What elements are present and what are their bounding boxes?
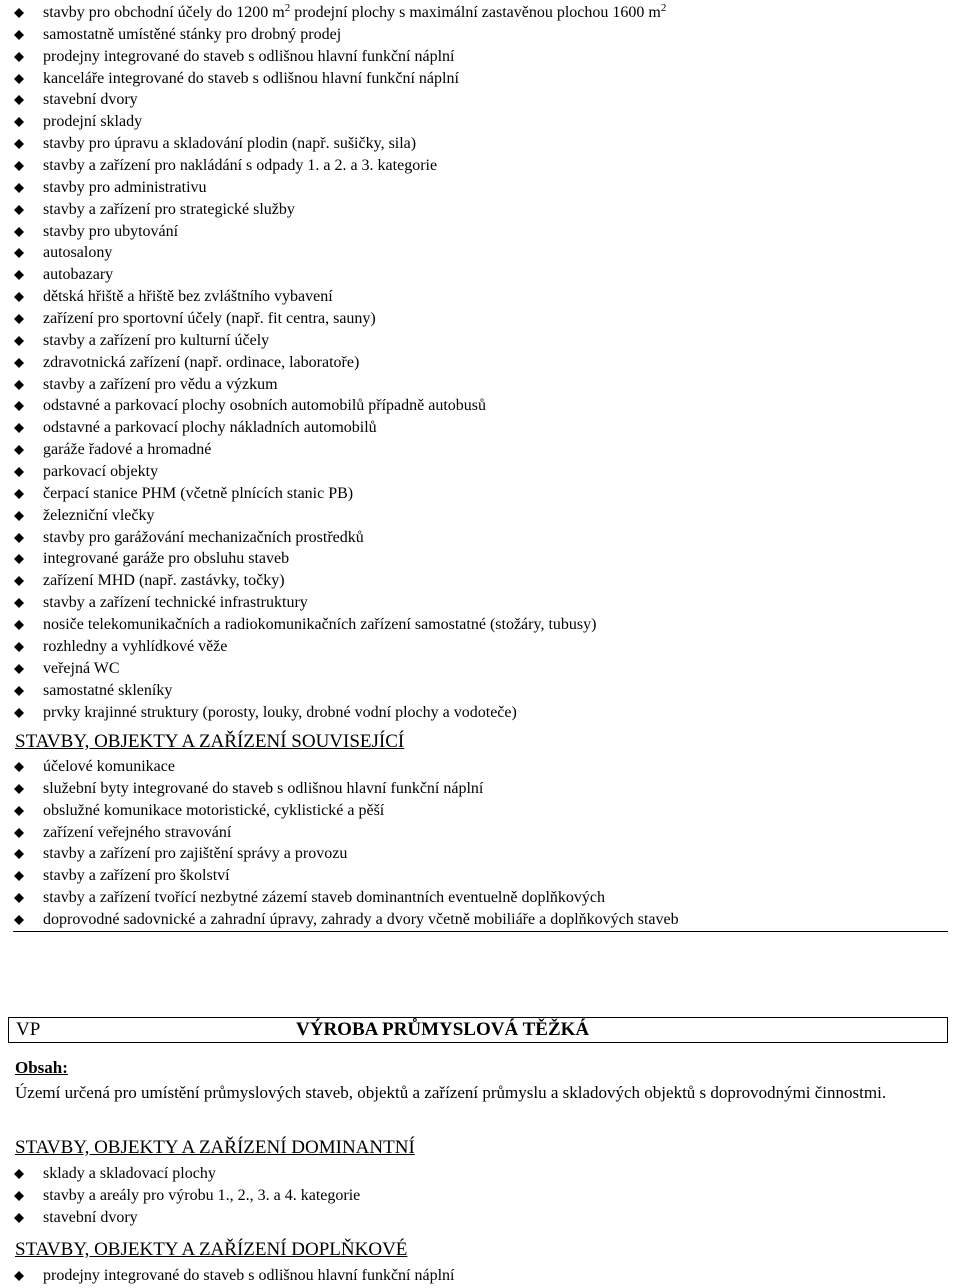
diamond-bullet-icon xyxy=(13,199,25,221)
supplementary-use-list xyxy=(0,1265,454,1287)
list-item xyxy=(0,1185,360,1207)
list-item xyxy=(0,286,666,308)
diamond-bullet-icon xyxy=(13,680,25,702)
diamond-bullet-icon xyxy=(13,308,25,330)
diamond-bullet-icon xyxy=(13,1185,25,1207)
item-text: stavby a zařízení pro zajištění správy a provozu xyxy=(43,845,348,863)
list-item xyxy=(0,221,666,243)
item-text: stavby a areály pro výrobu 1., 2., 3. a 4. kategorie xyxy=(43,1186,361,1204)
item-text: stavební dvory xyxy=(43,1208,138,1226)
list-item xyxy=(0,308,666,330)
list-item xyxy=(0,887,679,909)
diamond-bullet-icon xyxy=(13,800,25,822)
item-text: sklady a skladovací plochy xyxy=(43,1165,216,1182)
list-item xyxy=(0,548,666,570)
diamond-bullet-icon xyxy=(13,636,25,658)
item-text: prodejny integrované do staveb s odlišnou hlavní funkční náplní xyxy=(43,1267,455,1284)
list-item xyxy=(0,822,679,844)
diamond-bullet-icon xyxy=(13,242,25,264)
list-item xyxy=(0,395,666,417)
dominant-use-list xyxy=(0,1163,360,1229)
diamond-bullet-icon xyxy=(13,1163,25,1185)
item-text: integrované garáže pro obsluhu staveb xyxy=(43,550,290,568)
superscript: 2 xyxy=(660,2,667,14)
item-text: stavby pro garážování mechanizačních prostředků xyxy=(43,528,364,546)
list-item xyxy=(0,242,666,264)
list-item xyxy=(0,505,666,527)
item-text: stavby pro ubytování xyxy=(43,222,179,240)
diamond-bullet-icon xyxy=(13,570,25,592)
item-text: doprovodné sadovnické a zahradní úpravy, zahrady a dvory včetně mobiliáře a doplňkových staveb xyxy=(43,911,679,929)
diamond-bullet-icon xyxy=(13,439,25,461)
list-item xyxy=(0,570,666,592)
list-item xyxy=(0,658,666,680)
diamond-bullet-icon xyxy=(13,395,25,417)
item-text: stavby pro administrativu xyxy=(43,178,207,196)
item-text: autobazary xyxy=(43,266,114,284)
diamond-bullet-icon xyxy=(13,778,25,800)
list-item xyxy=(0,2,666,24)
list-item xyxy=(0,1265,454,1287)
list-item xyxy=(0,909,679,931)
diamond-bullet-icon xyxy=(13,89,25,111)
list-item xyxy=(0,24,666,46)
item-text: stavby pro obchodní účely do 1200 m xyxy=(43,4,285,21)
superscript: 2 xyxy=(284,2,291,14)
diamond-bullet-icon xyxy=(13,330,25,352)
item-text: prvky krajinné struktury (porosty, louky, drobné vodní plochy a vodoteče) xyxy=(43,703,517,721)
item-text: samostatné skleníky xyxy=(43,681,173,699)
diamond-bullet-icon xyxy=(13,46,25,68)
diamond-bullet-icon xyxy=(13,1207,25,1229)
diamond-bullet-icon xyxy=(13,909,25,931)
item-text: stavby a zařízení tvořící nezbytné zázemí staveb dominantních eventuelně doplňkových xyxy=(43,889,606,907)
item-text: stavby a zařízení technické infrastruktury xyxy=(43,594,308,612)
section-divider xyxy=(13,931,948,932)
item-text: prodejní plochy s maximální zastavěnou plochou 1600 m xyxy=(290,4,661,21)
diamond-bullet-icon xyxy=(13,461,25,483)
diamond-bullet-icon xyxy=(13,658,25,680)
obsah-text: Území určená pro umístění průmyslových staveb, objektů a zařízení průmyslu a skladových objektů s doprovodnými činnostmi. xyxy=(15,1083,887,1102)
list-item xyxy=(0,352,666,374)
item-text: čerpací stanice PHM (včetně plnících stanic PB) xyxy=(43,484,354,502)
section-heading-doplnkove: STAVBY, OBJEKTY A ZAŘÍZENÍ DOPLŇKOVÉ xyxy=(15,1239,408,1260)
list-item xyxy=(0,374,666,396)
list-item xyxy=(0,89,666,111)
list-item xyxy=(0,177,666,199)
item-text: dětská hřiště a hřiště bez zvláštního vybavení xyxy=(43,288,333,306)
item-text: kanceláře integrované do staveb s odlišnou hlavní funkční náplní xyxy=(43,69,459,87)
diamond-bullet-icon xyxy=(13,505,25,527)
diamond-bullet-icon xyxy=(13,2,25,24)
zone-title: VÝROBA PRŮMYSLOVÁ TĚŽKÁ xyxy=(296,1019,590,1040)
diamond-bullet-icon xyxy=(13,286,25,308)
item-text: zařízení MHD (např. zastávky, točky) xyxy=(43,572,285,590)
diamond-bullet-icon xyxy=(13,24,25,46)
diamond-bullet-icon xyxy=(13,843,25,865)
zone-header-box xyxy=(8,1017,948,1043)
list-item xyxy=(0,439,666,461)
diamond-bullet-icon xyxy=(13,133,25,155)
list-item xyxy=(0,778,679,800)
item-text: železniční vlečky xyxy=(43,506,155,524)
list-item xyxy=(0,417,666,439)
diamond-bullet-icon xyxy=(13,756,25,778)
list-item xyxy=(0,155,666,177)
diamond-bullet-icon xyxy=(13,352,25,374)
item-text: veřejná WC xyxy=(43,659,120,677)
item-text: rozhledny a vyhlídkové věže xyxy=(43,637,228,655)
obsah-label: Obsah: xyxy=(15,1058,68,1077)
item-text: garáže řadové a hromadné xyxy=(43,441,212,459)
diamond-bullet-icon xyxy=(13,702,25,724)
diamond-bullet-icon xyxy=(13,865,25,887)
diamond-bullet-icon xyxy=(13,527,25,549)
zone-code: VP xyxy=(16,1019,41,1040)
diamond-bullet-icon xyxy=(13,548,25,570)
item-text: nosiče telekomunikačních a radiokomunikačních zařízení samostatné (stožáry, tubusy) xyxy=(43,616,597,634)
diamond-bullet-icon xyxy=(13,111,25,133)
item-text: zařízení pro sportovní účely (např. fit centra, sauny) xyxy=(43,310,376,328)
list-item xyxy=(0,199,666,221)
item-text: autosalony xyxy=(43,244,113,262)
item-text: odstavné a parkovací plochy osobních automobilů případně autobusů xyxy=(43,397,487,415)
list-item xyxy=(0,46,666,68)
diamond-bullet-icon xyxy=(13,483,25,505)
list-item xyxy=(0,702,666,724)
item-text: parkovací objekty xyxy=(43,463,159,481)
item-text: stavby a zařízení pro strategické služby xyxy=(43,200,295,218)
diamond-bullet-icon xyxy=(13,417,25,439)
item-text: zařízení veřejného stravování xyxy=(43,823,232,841)
item-text: stavby a zařízení pro kulturní účely xyxy=(43,331,270,349)
list-item xyxy=(0,843,679,865)
diamond-bullet-icon xyxy=(13,374,25,396)
item-text: stavby a zařízení pro nakládání s odpady 1. a 2. a 3. kategorie xyxy=(43,157,438,175)
diamond-bullet-icon xyxy=(13,68,25,90)
diamond-bullet-icon xyxy=(13,614,25,636)
list-item xyxy=(0,111,666,133)
item-text: samostatně umístěné stánky pro drobný prodej xyxy=(43,25,342,43)
list-item xyxy=(0,865,679,887)
diamond-bullet-icon xyxy=(13,887,25,909)
item-text: účelové komunikace xyxy=(43,758,175,775)
main-use-list xyxy=(0,2,666,723)
list-item xyxy=(0,483,666,505)
diamond-bullet-icon xyxy=(13,264,25,286)
list-item xyxy=(0,527,666,549)
diamond-bullet-icon xyxy=(13,155,25,177)
list-item xyxy=(0,1163,360,1185)
section-heading-dominantni: STAVBY, OBJEKTY A ZAŘÍZENÍ DOMINANTNÍ xyxy=(15,1137,415,1158)
list-item xyxy=(0,756,679,778)
diamond-bullet-icon xyxy=(13,177,25,199)
diamond-bullet-icon xyxy=(13,592,25,614)
diamond-bullet-icon xyxy=(13,221,25,243)
item-text: prodejny integrované do staveb s odlišnou hlavní funkční náplní xyxy=(43,47,455,65)
list-item xyxy=(0,330,666,352)
list-item xyxy=(0,680,666,702)
item-text: služební byty integrované do staveb s odlišnou hlavní funkční náplní xyxy=(43,779,484,797)
list-item xyxy=(0,800,679,822)
diamond-bullet-icon xyxy=(13,1265,25,1287)
item-text: zdravotnická zařízení (např. ordinace, laboratoře) xyxy=(43,353,360,371)
list-item xyxy=(0,614,666,636)
item-text: stavby a zařízení pro vědu a výzkum xyxy=(43,375,278,393)
item-text: stavební dvory xyxy=(43,91,138,109)
related-use-list xyxy=(0,756,679,931)
list-item xyxy=(0,133,666,155)
item-text: odstavné a parkovací plochy nákladních automobilů xyxy=(43,419,377,437)
item-text: stavby a zařízení pro školství xyxy=(43,867,230,885)
diamond-bullet-icon xyxy=(13,822,25,844)
list-item xyxy=(0,636,666,658)
item-text: prodejní sklady xyxy=(43,113,143,131)
list-item xyxy=(0,592,666,614)
item-text: stavby pro úpravu a skladování plodin (např. sušičky, sila) xyxy=(43,135,417,153)
list-item xyxy=(0,264,666,286)
list-item xyxy=(0,68,666,90)
item-text: obslužné komunikace motoristické, cyklistické a pěší xyxy=(43,801,385,819)
list-item xyxy=(0,461,666,483)
list-item xyxy=(0,1207,360,1229)
section-heading-souvisejici: STAVBY, OBJEKTY A ZAŘÍZENÍ SOUVISEJÍCÍ xyxy=(15,731,405,752)
